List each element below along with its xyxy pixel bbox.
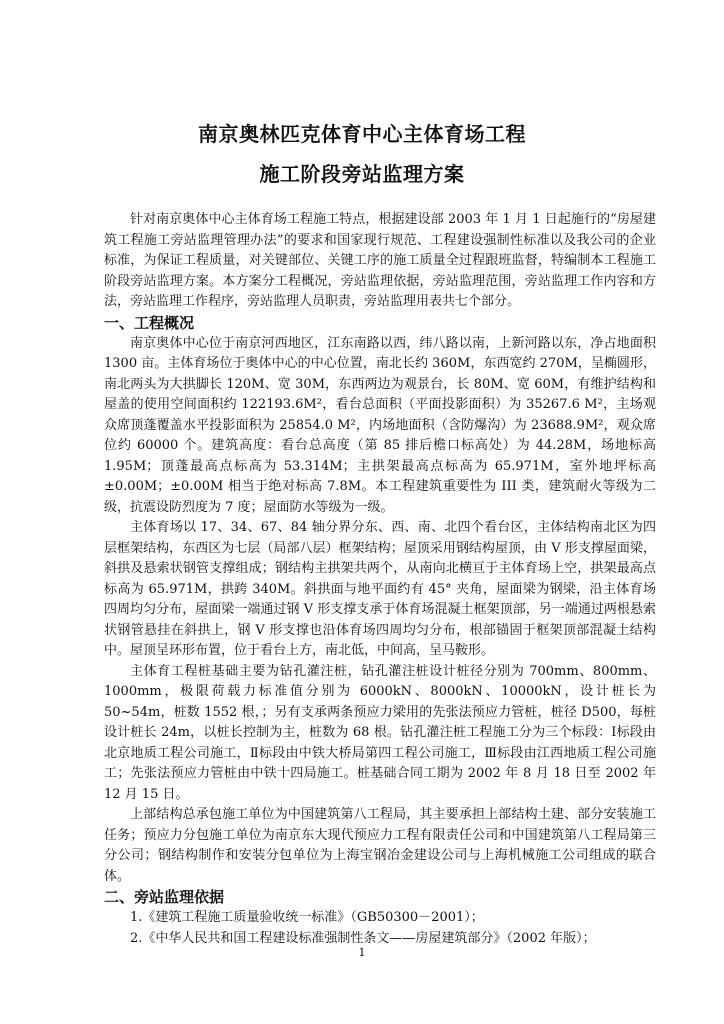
page-number: 1: [358, 946, 366, 959]
document-subtitle: 施工阶段旁站监理方案: [259, 162, 465, 186]
overview-paragraph-structure: 主体育场以 17、34、67、84 轴分界分东、西、南、北四个看台区，主体结构南北区为四层框架结构，东西区为七层（局部八层）框架结构；屋顶采用钢结构屋顶，由 V 形支撑屋面梁，斜拱及悬索状钢管支撑组成；钢结构主拱架共两个，从南向北横亘于主体育场上空，拱架最高点标高为 65.971M，拱跨 340M。斜拱面与地平面约有 45° 夹角，屋面梁为钢梁，沿主体育场四周均匀分布，屋面梁一端通过钢 V 形支撑支承于体育场混凝土框架顶部，另一端通过两根悬索状钢管悬挂在斜拱上，钢 V 形支撑也沿体育场四周均匀分布，根部锚固于框架顶部混凝土结构中。屋顶呈环形布置，位于看台上方，南北低，中间高，呈马鞍形。: [104, 520, 656, 658]
overview-paragraph-foundation: 主体育工程桩基础主要为钻孔灌注桩，钻孔灌注桩设计桩径分别为 700mm、800mm、1000mm，极限荷载力标准值分别为 6000kN、8000kN、10000kN，设计桩长为 50~54m，桩数 1552 根，；另有支承两条预应力梁用的先张法预应力管桩，桩径 D500，每桩设计桩长 24m，以桩长控制为主，桩数为 68 根。钻孔灌注桩工程施工分为三个标段：Ⅰ标段由北京地质工程公司施工，Ⅱ标段由中铁大桥局第四工程公司施工，Ⅲ标段由江西地质工程公司施工；先张法预应力管桩由中铁十四局施工。桩基础合同工期为 2002 年 8 月 18 日至 2002 年 12 月 15 日。: [104, 663, 656, 802]
overview-paragraph-contractors: 上部结构总承包施工单位为中国建筑第八工程局，其主要承担上部结构土建、部分安装施工任务；预应力分包施工单位为南京东大现代预应力工程有限责任公司和中国建筑第八工程局第三分公司；钢结构制作和安装分包单位为上海宝钢冶金建设公司与上海机械施工公司组成的联合体。: [104, 807, 656, 884]
section-heading-overview: 一、工程概况: [104, 313, 195, 332]
basis-list-item: 2.《中华人民共和国工程建设标准强制性条文——房屋建筑部分》（2002 年版）；: [130, 930, 596, 946]
document-title: 南京奥林匹克体育中心主体育场工程: [198, 122, 526, 146]
basis-list-item: 1.《建筑工程施工质量验收统一标准》（GB50300－2001）；: [130, 910, 484, 925]
overview-paragraph-location: 南京奥体中心位于南京河西地区，江东南路以西，纬八路以南，上新河路以东，净占地面积 1300 亩。主体育场位于奥体中心的中心位置，南北长约 360M，东西宽约 270M，呈椭圆形，南北两头为大拱脚长 120M、宽 30M，东西两边为观景台，长 80M、宽 60M，有维护结构和屋盖的使用空间面积约 122193.6M²，看台总面积（平面投影面积）为 35267.6 M²，主场观众席顶蓬覆盖水平投影面积为 25854.0 M²，内场地面积（含防爆沟）为 23688.9M²，观众席位约 60000 个。建筑高度：看台总高度（第 85 排后檐口标高处）为 44.28M，场地标高 1.95M；顶蓬最高点标高为 53.314M；主拱架最高点标高为 65.971M，室外地坪标高±0.00M；±0.00M 相当于绝对标高 7.8M。本工程建筑重要性为 III 类，建筑耐火等级为二级，抗震设防烈度为 7 度；屋面防水等级为一级。: [104, 335, 656, 515]
section-heading-basis: 二、旁站监理依据: [104, 888, 225, 906]
document-body: [104, 210, 656, 949]
intro-paragraph: 针对南京奥体中心主体育场工程施工特点，根据建设部 2003 年 1 月 1 日起施行的“房屋建筑工程施工旁站监理管理办法”的要求和国家现行规范、工程建设强制性标准以及我公司的企业标准，为保证工程质量，对关键部位、关键工序的施工质量全过程跟班监督，特编制本工程施工阶段旁站监理方案。本方案分工程概况，旁站监理依据，旁站监理范围，旁站监理工作内容和方法，旁站监理工作程序，旁站监理人员职责，旁站监理用表共七个部分。: [104, 212, 656, 309]
